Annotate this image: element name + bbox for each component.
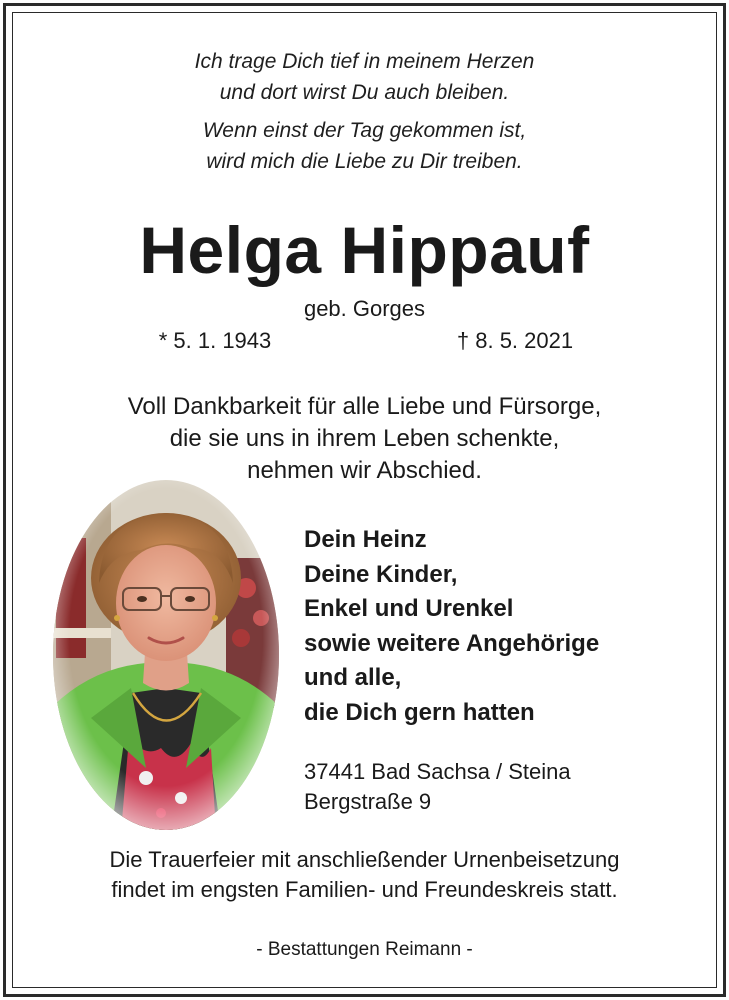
mourner-line: und alle, xyxy=(304,664,402,691)
mourner-line: sowie weitere Angehörige xyxy=(304,629,600,657)
ceremony-line: findet im engsten Familien- und Freundeskreis statt. xyxy=(111,877,618,902)
poem-stanza-2 xyxy=(0,115,729,177)
mourner-line: die Dich gern hatten xyxy=(304,698,535,726)
poem-stanza-1 xyxy=(0,46,729,108)
birth-date: * 5. 1. 1943 xyxy=(158,328,272,353)
portrait-photo xyxy=(51,478,281,832)
family-address xyxy=(304,757,571,817)
poem-line: und dort wirst Du auch bleiben. xyxy=(219,81,510,104)
poem-line: Ich trage Dich tief in meinem Herzen xyxy=(194,50,535,73)
mourner-line: Deine Kinder, xyxy=(304,560,458,588)
address-line: Bergstraße 9 xyxy=(304,789,432,814)
ceremony-notice xyxy=(0,845,729,905)
mourner-line: Dein Heinz xyxy=(304,526,427,553)
undertaker-name: - Bestattungen Reimann - xyxy=(256,939,473,960)
address-line: 37441 Bad Sachsa / Steina xyxy=(304,759,571,784)
maiden-name: geb. Gorges xyxy=(303,296,426,321)
death-date: † 8. 5. 2021 xyxy=(456,328,574,353)
thanks-line: nehmen wir Abschied. xyxy=(247,457,482,484)
thanks-line: Voll Dankbarkeit für alle Liebe und Fürsorge, xyxy=(127,393,602,420)
thanks-line: die sie uns in ihrem Leben schenkte, xyxy=(169,425,560,452)
mourners-list xyxy=(304,523,599,730)
poem-line: wird mich die Liebe zu Dir treiben. xyxy=(206,150,523,173)
ceremony-line: Die Trauerfeier mit anschließender Urnenbeisetzung xyxy=(109,847,620,872)
poem-line: Wenn einst der Tag gekommen ist, xyxy=(202,119,527,142)
deceased-name: Helga Hippauf xyxy=(139,213,590,287)
mourner-line: Enkel und Urenkel xyxy=(304,595,514,622)
thanks-text xyxy=(0,391,729,487)
